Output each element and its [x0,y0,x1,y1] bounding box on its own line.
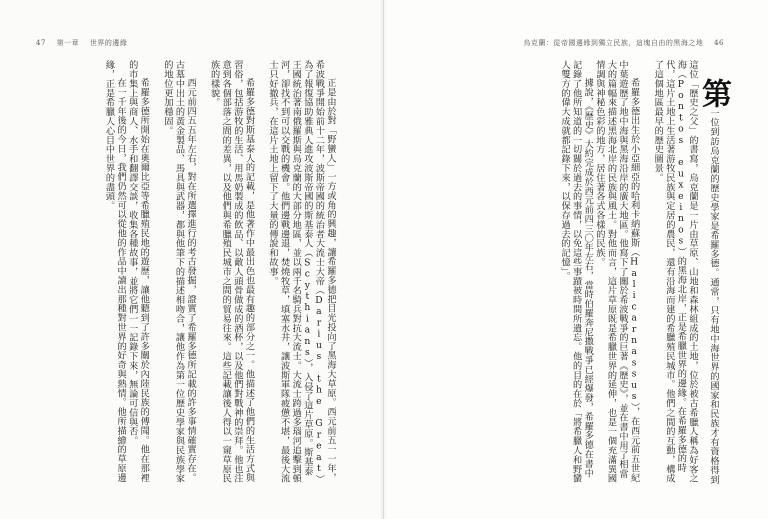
right-running-head [523,38,732,48]
paragraph: 在一千年後的今日，我們仍然可以從他的作品中讀出那種對世界的好奇與熱情。他所描繪的草原邊緣，正是希臘人心目中世界的盡頭。 [103,60,127,483]
right-body-text [420,60,740,485]
paragraph: 西元前四五五年左右，對在所選擇進行的考古發掘，證實了希羅多德所記載的許多事情確實存在。古墓中出土的黃金製品、馬具與武器，都與他筆下的描述相吻合，讓他作為第一位歷史學家與民族學家的地位更加穩固。 [161,60,197,483]
left-body-text [36,60,348,485]
paragraph: 希羅多德所開始在奧爾比亞等希臘殖民地的遊歷，讓他聽到了許多關於內陸民族的傳聞。他在那裡的市集上與商人、水手和翻譯交談，收集各種故事，並將它們一一記錄下來，無論可信與否。 [126,60,150,483]
chapter-label: 第一章 [56,39,80,47]
right-page [384,0,768,519]
paragraph: 據說，《歷史》大約完成於西元前四三〇年左右，當時伯羅奔尼撒戰爭已經爆發，希羅多德在書中記錄了他所知道的一切關於過去的事情，以免這些事蹟被時間所遺忘。他的目的在於「將希臘人和野蠻人雙方的偉大成就都記錄下來，以保存過去的記憶」。 [559,60,594,483]
paragraph: 希羅多德出生於小亞細亞的哈利卡納蘇斯（Halicarnassus），在西元前五世紀中葉遊歷了地中海與黑海沿岸的廣大地區。他寫下了關於希波戰爭的巨著《歷史》，並在書中用了相當大的篇幅來描述黑海北岸的民族與風土。對他而言，這片草原既是希臘世界的延伸，也是一個充滿異國情調與神秘色彩的地方，居住著各式各樣的民族。 [593,60,640,483]
opening-paragraph [652,60,731,485]
left-running-head [36,38,135,48]
paragraph: 正是由於對「野蠻人」一方或角的興趣，讓希羅多德把目光投向了黑海大草原。西元前五一一年，希波戰爭開始前十二年，波斯帝國的統治者大流士大帝（Darius the Great）為了報復協助雅典人進攻波斯帝國的斯基泰人（Scythians），入侵了這片草原。斯基泰王國統治著南俄羅斯與烏克蘭的大部分地區，並以兩千名騎兵對抗大流士。大流士跨過多瑙河追擊到頓河，卻找不到可以交戰的機會。他們邊戰邊退，焚燒牧草，填塞水井，讓波斯軍隊疲憊不堪，最後大流士只好撤兵，在這片土地上留下了大量的傳說和故事。 [267,60,336,484]
drop-cap: 第 [696,78,731,109]
paragraph-text: 一位到訪烏克蘭的歷史學家是希羅多德。通常，只有地中海世界的國家和民族才有資格得到這位「歷史之父」的書寫，烏克蘭是一片由草原、山地和森林組成的土地，位於被古希臘人稱為好客之海（Pontos euxeinos）的黑海北岸，正是希臘世界的邊緣。在希羅多德的時代，這片土地上生活著游牧民族與定居的農民，還有沿海而建的希臘殖民城市。他們之間的互動，構成了這個地區最早的歷史圖景。 [652,60,719,485]
book-title: 世界的邊緣 [89,39,128,47]
left-page-number: 47 [36,39,46,47]
chapter-header: 烏克蘭：從帝國邊緣到獨立民族，這塊自由的黑海之地 [523,39,704,47]
paragraph: 希羅多德對斯基泰人的記載，是他著作中最出色也最有趣的部分之一。他描述了他們的生活方式與習俗，包括游牧的生活、用馬奶製成的飲品、以敵人頭骨做成的酒杯，以及他們對戰神的崇拜。他也注意到各個部落之間的差異，以及他們與希臘殖民城市之間的貿易往來。這些記載讓後人得以一窺草原民族的樣貌。 [208,60,255,483]
right-page-number: 46 [714,39,724,47]
